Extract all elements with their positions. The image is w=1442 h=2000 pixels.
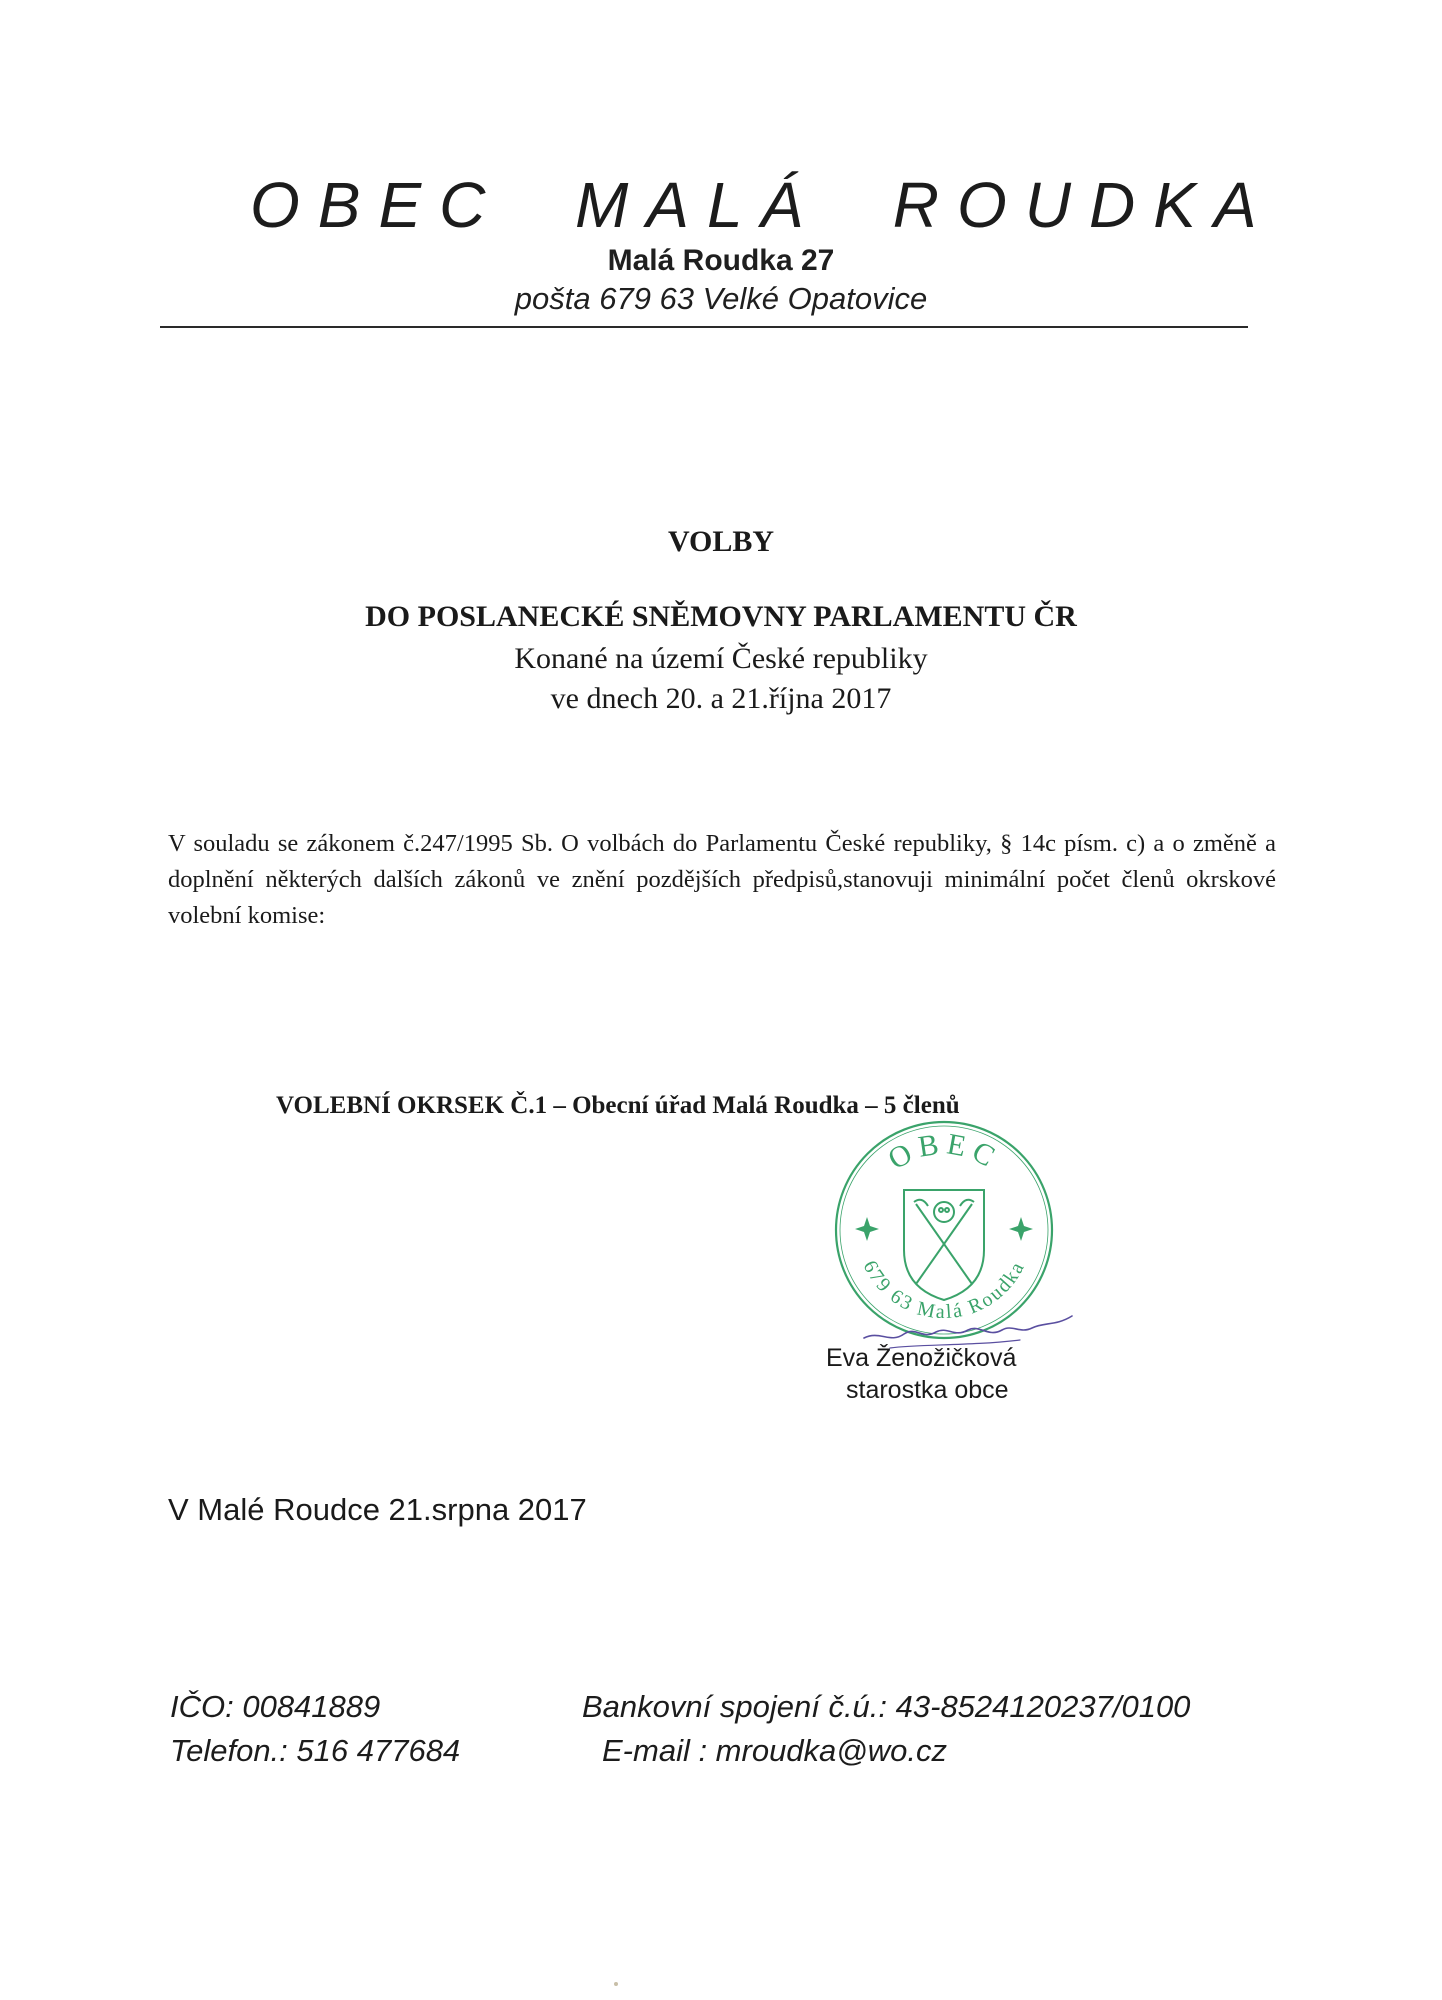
- stamp-stars-icon: [855, 1217, 1033, 1241]
- municipality-address: Malá Roudka 27: [607, 244, 835, 277]
- place-and-date: V Malé Roudce 21.srpna 2017: [168, 1492, 587, 1527]
- coat-of-arms-icon: [904, 1190, 984, 1300]
- signatory-name: Eva Ženožičková: [826, 1344, 1017, 1372]
- scan-speck: [614, 1982, 618, 1986]
- district-statement: VOLEBNÍ OKRSEK Č.1 – Obecní úřad Malá Roudka – 5 členů: [276, 1092, 960, 1119]
- footer-phone: Telefon.: 516 477684: [170, 1733, 461, 1768]
- document-subtitle: DO POSLANECKÉ SNĚMOVNY PARLAMENTU ČR: [365, 600, 1077, 633]
- election-territory: Konané na území České republiky: [514, 642, 928, 675]
- footer-email: E-mail : mroudka@wo.cz: [602, 1733, 947, 1768]
- stamp-bottom-text: 679 63 Malá Roudka: [858, 1257, 1030, 1324]
- footer-ico: IČO: 00841889: [170, 1689, 381, 1724]
- legal-paragraph: V souladu se zákonem č.247/1995 Sb. O volbách do Parlamentu České republiky, § 14c písm. c) a o změně a doplnění některých dalších zákonů ve znění pozdějších předpisů,stanovuji minimální počet členů okrskové volební komise:: [168, 830, 1276, 929]
- election-dates: ve dnech 20. a 21.října 2017: [550, 682, 892, 715]
- municipality-title: OBEC MALÁ ROUDKA: [250, 169, 1275, 241]
- signatory-role: starostka obce: [846, 1376, 1009, 1404]
- municipality-post: pošta 679 63 Velké Opatovice: [514, 281, 928, 316]
- footer-bank-account: Bankovní spojení č.ú.: 43-8524120237/0100: [582, 1689, 1191, 1724]
- letterhead-divider: [160, 326, 1248, 328]
- document-title: VOLBY: [667, 525, 775, 558]
- stamp-top-text: OBEC: [882, 1127, 1006, 1177]
